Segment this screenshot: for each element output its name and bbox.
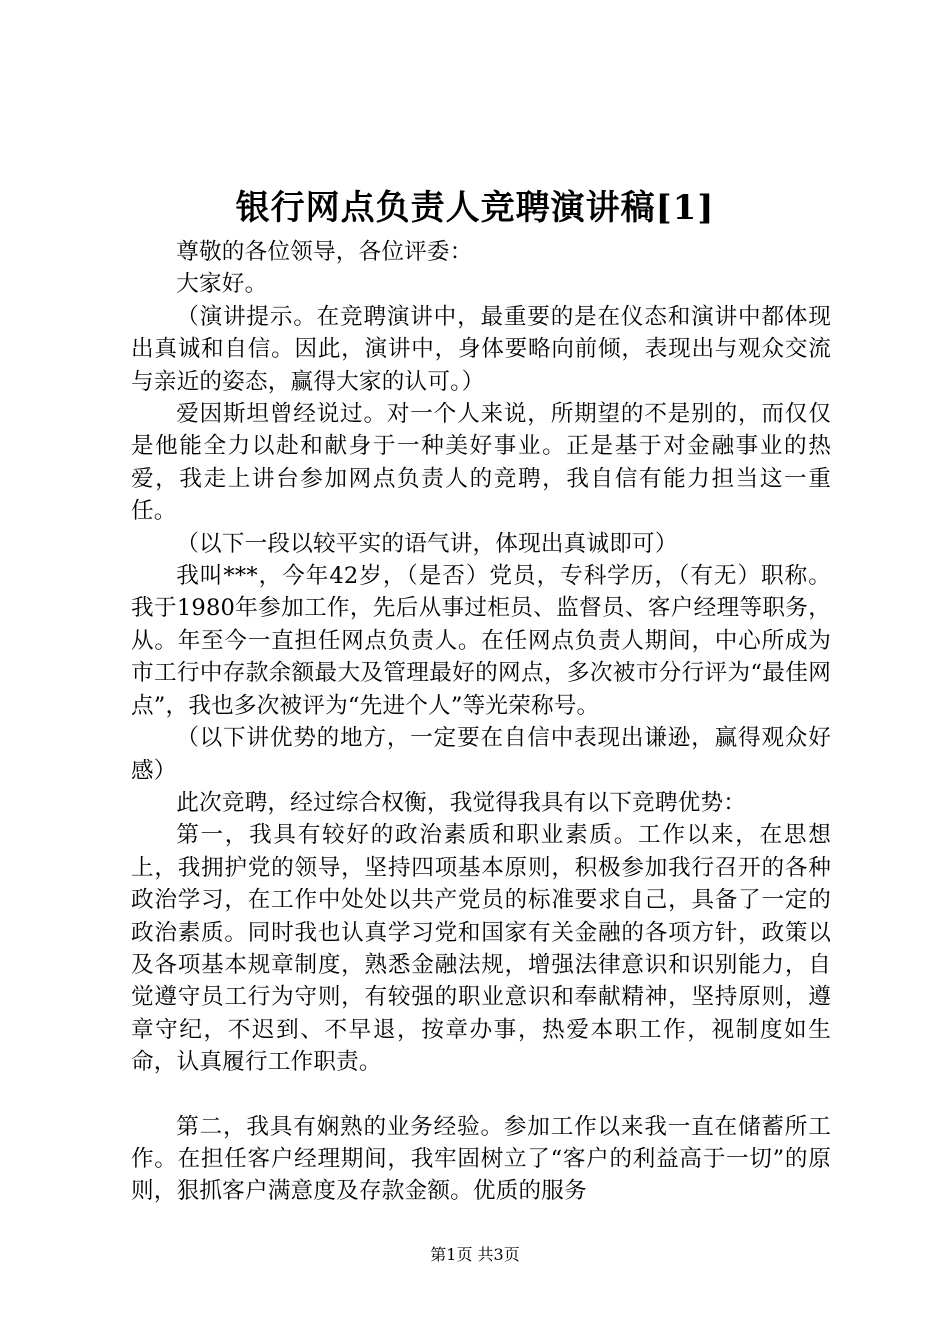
document-body	[131, 236, 831, 1208]
greeting: 大家好。	[176, 271, 268, 298]
advantages-note-paragraph: （以下讲优势的地方，一定要在自信中表现出谦逊，赢得观众好感）	[131, 725, 831, 784]
tone-note-paragraph: （以下一段以较平实的语气讲，体现出真诚即可）	[176, 530, 678, 557]
self-introduction-paragraph: 我叫***，今年42岁，（是否）党员，专科学历，（有无）职称。我于1980年参加工作，先后从事过柜员、监督员、客户经理等职务，从。年至今一直担任网点负责人。在任网点负责人期间，中心所成为市工行中存款余额最大及管理最好的网点，多次被市分行评为“最佳网点”，我也多次被评为“先进个人”等光荣称号。	[131, 563, 831, 719]
second-advantage-paragraph: 第二，我具有娴熟的业务经验。参加工作以来我一直在储蓄所工作。在担任客户经理期间，我牢固树立了“客户的利益高于一切”的原则，狠抓客户满意度及存款金额。优质的服务	[131, 1113, 831, 1205]
advantages-intro-paragraph: 此次竞聘，经过综合权衡，我觉得我具有以下竞聘优势：	[176, 789, 747, 816]
einstein-quote-paragraph: 爱因斯坦曾经说过。对一个人来说，所期望的不是别的，而仅仅是他能全力以赴和献身于一种美好事业。正是基于对金融事业的热爱，我走上讲台参加网点负责人的竞聘，我自信有能力担当这一重任。	[131, 401, 831, 525]
page-indicator: 第1页 共3页	[430, 1245, 520, 1264]
first-advantage-paragraph: 第一，我具有较好的政治素质和职业素质。工作以来，在思想上，我拥护党的领导，坚持四项基本原则，积极参加我行召开的各种政治学习，在工作中处处以共产党员的标准要求自己，具备了一定的政治素质。同时我也认真学习党和国家有关金融的各项方针，政策以及各项基本规章制度，熟悉金融法规，增强法律意识和识别能力，自觉遵守员工行为守则，有较强的职业意识和奉献精神，坚持原则，遵章守纪，不迟到、不早退，按章办事，热爱本职工作，视制度如生命，认真履行工作职责。	[131, 822, 831, 1076]
speech-tip-paragraph: （演讲提示。在竞聘演讲中，最重要的是在仪态和演讲中都体现出真诚和自信。因此，演讲中，身体要略向前倾，表现出与观众交流与亲近的姿态，赢得大家的认可。）	[131, 303, 831, 395]
salutation: 尊敬的各位领导，各位评委：	[176, 239, 473, 265]
document-title: 银行网点负责人竞聘演讲稿[1]	[235, 188, 715, 228]
